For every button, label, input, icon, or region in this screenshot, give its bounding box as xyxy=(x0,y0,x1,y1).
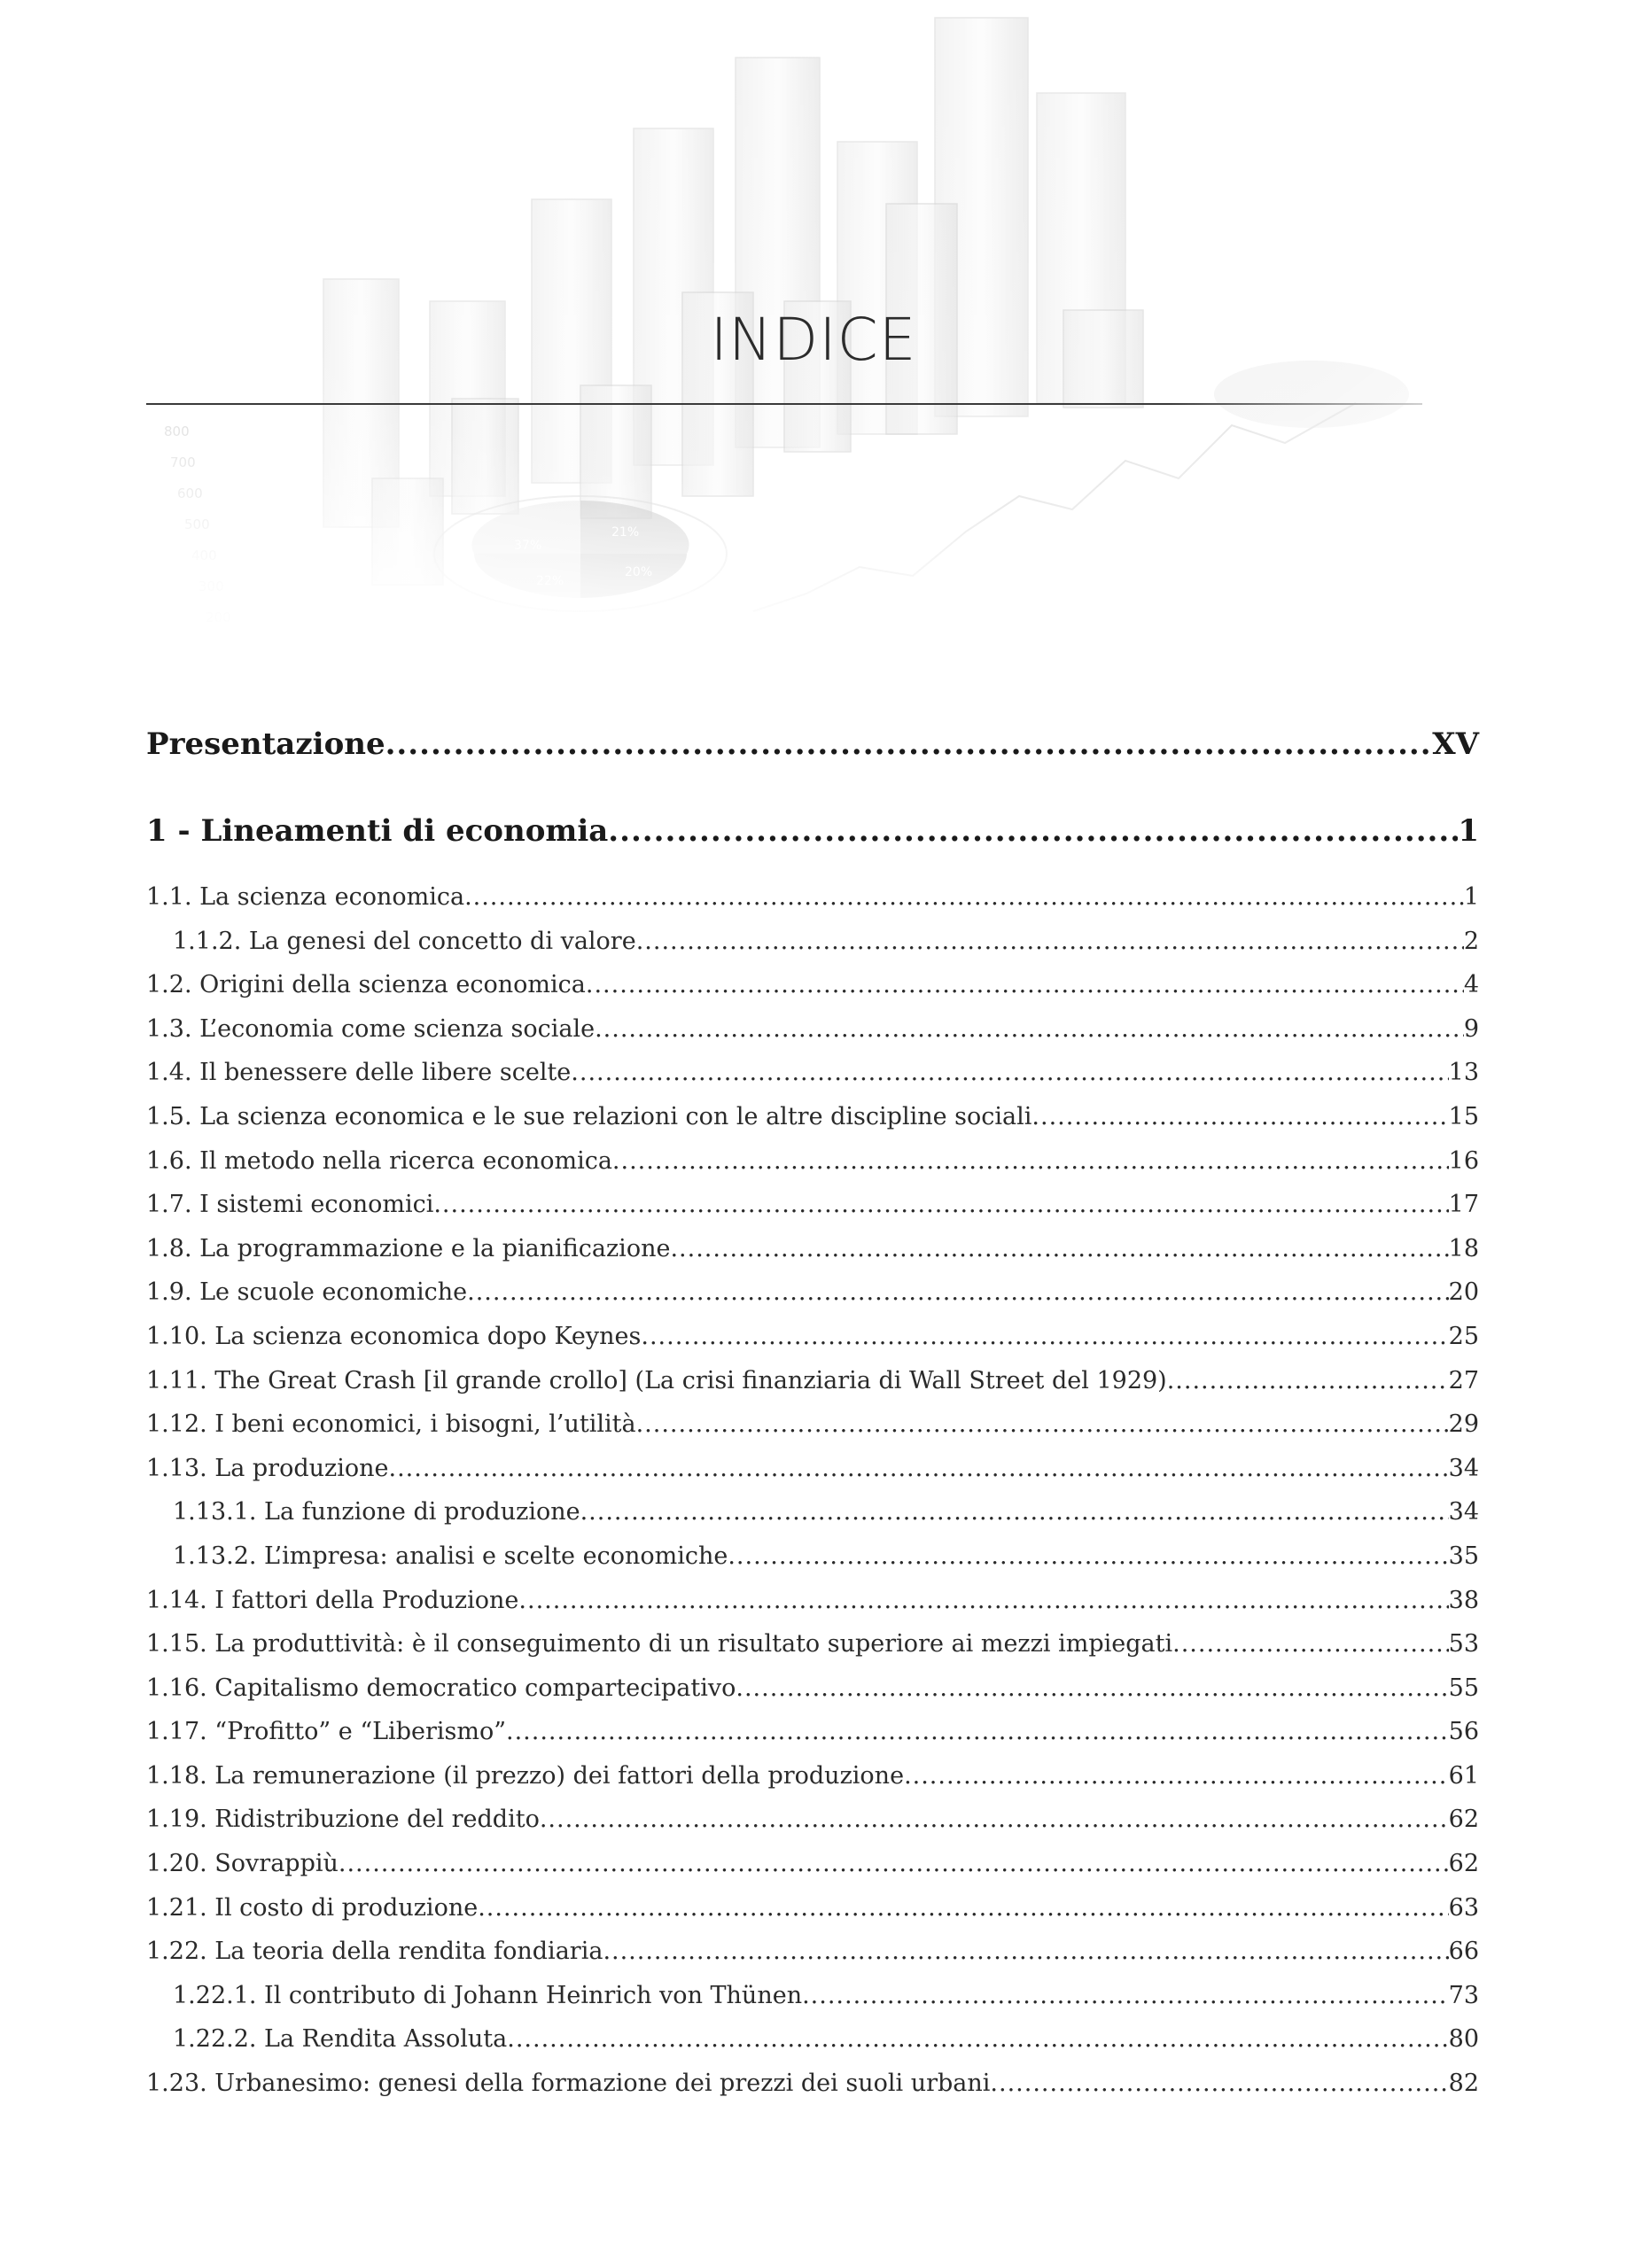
toc-entry[interactable] xyxy=(146,1754,1479,1798)
toc-dot-leader xyxy=(736,1666,1448,1711)
toc-entry[interactable] xyxy=(146,1051,1479,1095)
toc-entry[interactable] xyxy=(146,1183,1479,1227)
toc-entry-title: 1.2. Origini della scienza economica xyxy=(146,971,586,999)
toc-dot-leader xyxy=(612,1139,1449,1184)
toc-entry-page: 15 xyxy=(1448,1102,1479,1130)
toc-entry-page: 35 xyxy=(1448,1542,1479,1570)
toc-entry[interactable] xyxy=(146,1490,1479,1534)
toc-entry[interactable] xyxy=(146,1622,1479,1666)
toc-entry-title: 1.19. Ridistribuzione del reddito xyxy=(146,1806,540,1834)
toc-entry-page: 17 xyxy=(1448,1191,1479,1219)
toc-dot-leader xyxy=(728,1534,1448,1579)
toc-entry-page: 82 xyxy=(1448,2070,1479,2098)
toc-entry-page: 2 xyxy=(1463,927,1479,955)
toc-entry-page: 66 xyxy=(1448,1938,1479,1966)
toc-entry[interactable] xyxy=(146,1007,1479,1052)
toc-dot-leader xyxy=(595,1007,1464,1052)
toc-entry-title: 1.17. “Profitto” e “Liberismo” xyxy=(146,1718,507,1746)
toc-entry-title: 1.3. L’economia come scienza sociale xyxy=(146,1014,596,1043)
toc-entry[interactable] xyxy=(146,1315,1479,1359)
toc-entry-page: 56 xyxy=(1448,1718,1479,1746)
toc-entry-title: 1.14. I fattori della Produzione xyxy=(146,1586,519,1614)
toc-entry[interactable] xyxy=(146,2017,1479,2062)
toc-entry[interactable] xyxy=(146,1534,1479,1579)
toc-dot-leader xyxy=(518,1579,1448,1623)
toc-entry-title: 1.1.2. La genesi del concetto di valore xyxy=(173,927,636,955)
toc-entry-presentazione[interactable] xyxy=(146,726,1479,773)
toc-entry[interactable] xyxy=(146,1402,1479,1447)
toc-entry[interactable] xyxy=(146,1886,1479,1930)
toc-entry-page: 18 xyxy=(1448,1234,1479,1262)
toc-dot-leader xyxy=(385,726,1433,762)
toc-dot-leader xyxy=(571,1051,1448,1095)
toc-dot-leader xyxy=(636,920,1464,964)
toc-entry-title: 1.23. Urbanesimo: genesi della formazione dei prezzi dei suoli urbani xyxy=(146,2070,991,2098)
toc-entry-title: 1.8. La programmazione e la pianificazione xyxy=(146,1234,671,1262)
toc-entry-page: 29 xyxy=(1448,1410,1479,1439)
toc-dot-leader xyxy=(608,813,1458,849)
toc-dot-leader xyxy=(464,875,1464,920)
toc-entry[interactable] xyxy=(146,963,1479,1007)
toc-dot-leader xyxy=(1172,1622,1449,1666)
toc-entry-title: 1.22. La teoria della rendita fondiaria xyxy=(146,1938,603,1966)
toc-entry-title: 1.4. Il benessere delle libere scelte xyxy=(146,1059,572,1087)
toc-entry-title: 1.20. Sovrappiù xyxy=(146,1850,339,1878)
toc-entry-title: 1.21. Il costo di produzione xyxy=(146,1893,479,1922)
table-of-contents xyxy=(146,726,1479,2106)
toc-entry-chapter-1[interactable] xyxy=(146,813,1479,859)
toc-dot-leader xyxy=(339,1842,1449,1886)
toc-entry-page: 25 xyxy=(1448,1322,1479,1350)
toc-entry-page: 38 xyxy=(1448,1586,1479,1614)
toc-entry[interactable] xyxy=(146,1095,1479,1139)
toc-entry-title: 1.22.2. La Rendita Assoluta xyxy=(173,2025,508,2054)
toc-entry-title: 1.9. Le scuole economiche xyxy=(146,1278,468,1307)
toc-entry-title: 1.5. La scienza economica e le sue relazioni con le altre discipline sociali xyxy=(146,1102,1032,1130)
toc-entry[interactable] xyxy=(146,1227,1479,1271)
toc-entry-page: 34 xyxy=(1448,1498,1479,1526)
toc-dot-leader xyxy=(603,1930,1448,1974)
toc-entry-page: 62 xyxy=(1448,1806,1479,1834)
title-divider xyxy=(146,403,1422,405)
toc-entry-page: 1 xyxy=(1463,883,1479,911)
toc-entry-page: XV xyxy=(1432,726,1479,762)
toc-entry[interactable] xyxy=(146,1270,1479,1315)
toc-entry[interactable] xyxy=(146,1842,1479,1886)
toc-entry[interactable] xyxy=(146,875,1479,920)
page-title: INDICE xyxy=(710,306,917,374)
toc-entry[interactable] xyxy=(146,2062,1479,2106)
toc-entry-title: 1.18. La remunerazione (il prezzo) dei fattori della produzione xyxy=(146,1761,905,1790)
toc-entry[interactable] xyxy=(146,1447,1479,1491)
toc-entry[interactable] xyxy=(146,1710,1479,1754)
toc-entry-title: 1.22.1. Il contributo di Johann Heinrich von Thünen xyxy=(173,1981,803,2009)
toc-entry[interactable] xyxy=(146,1930,1479,1974)
toc-dot-leader xyxy=(1167,1359,1449,1403)
toc-entry-title: 1.10. La scienza economica dopo Keynes xyxy=(146,1322,642,1350)
toc-entry[interactable] xyxy=(146,1798,1479,1842)
toc-dot-leader xyxy=(636,1402,1449,1447)
toc-entry-title: 1.1. La scienza economica xyxy=(146,883,465,911)
toc-entry-title: 1.11. The Great Crash [il grande crollo] (La crisi finanziaria di Wall Street del 1929) xyxy=(146,1366,1167,1394)
toc-entry-title: 1.13.1. La funzione di produzione xyxy=(173,1498,580,1526)
toc-dot-leader xyxy=(586,963,1464,1007)
toc-entry[interactable] xyxy=(146,920,1479,964)
toc-entry-title: 1.7. I sistemi economici xyxy=(146,1191,434,1219)
toc-dot-leader xyxy=(802,1974,1449,2018)
toc-entry-page: 16 xyxy=(1448,1146,1479,1175)
toc-entry-title: Presentazione xyxy=(146,726,385,762)
toc-entry-page: 1 xyxy=(1458,813,1479,849)
toc-entry-page: 4 xyxy=(1463,971,1479,999)
toc-entry-title: 1.6. Il metodo nella ricerca economica xyxy=(146,1146,612,1175)
toc-entry-page: 63 xyxy=(1448,1893,1479,1922)
toc-entry-page: 55 xyxy=(1448,1674,1479,1702)
toc-dot-leader xyxy=(507,2017,1448,2062)
toc-entry-page: 27 xyxy=(1448,1366,1479,1394)
toc-entry-page: 34 xyxy=(1448,1454,1479,1482)
toc-entry[interactable] xyxy=(146,1359,1479,1403)
toc-entry-page: 20 xyxy=(1448,1278,1479,1307)
toc-dot-leader xyxy=(433,1183,1448,1227)
toc-dot-leader xyxy=(904,1754,1449,1798)
toc-dot-leader xyxy=(389,1447,1449,1491)
toc-entry-title: 1.13. La produzione xyxy=(146,1454,389,1482)
toc-dot-leader xyxy=(1031,1095,1448,1139)
toc-entry-title: 1.16. Capitalismo democratico compartecipativo xyxy=(146,1674,736,1702)
toc-dot-leader xyxy=(990,2062,1448,2106)
toc-entry[interactable] xyxy=(146,1666,1479,1711)
toc-entry[interactable] xyxy=(146,1974,1479,2018)
toc-entry-page: 62 xyxy=(1448,1850,1479,1878)
toc-dot-leader xyxy=(478,1886,1448,1930)
toc-entry-page: 80 xyxy=(1448,2025,1479,2054)
toc-entry-page: 73 xyxy=(1448,1981,1479,2009)
toc-entry-page: 61 xyxy=(1448,1761,1479,1790)
toc-entry[interactable] xyxy=(146,1579,1479,1623)
toc-dot-leader xyxy=(670,1227,1448,1271)
toc-entry-page: 13 xyxy=(1448,1059,1479,1087)
toc-dot-leader xyxy=(580,1490,1449,1534)
toc-entry-page: 9 xyxy=(1463,1014,1479,1043)
toc-entry-title: 1.12. I beni economici, i bisogni, l’utilità xyxy=(146,1410,636,1439)
toc-entry-title: 1.13.2. L’impresa: analisi e scelte economiche xyxy=(173,1542,728,1570)
toc-entry-title: 1 - Lineamenti di economia xyxy=(146,813,609,849)
toc-dot-leader xyxy=(467,1270,1449,1315)
toc-entry[interactable] xyxy=(146,1139,1479,1184)
toc-dot-leader xyxy=(506,1710,1449,1754)
toc-dot-leader xyxy=(540,1798,1449,1842)
toc-dot-leader xyxy=(641,1315,1448,1359)
toc-entry-title: 1.15. La produttività: è il conseguimento di un risultato superiore ai mezzi impiegati xyxy=(146,1630,1173,1658)
toc-entry-page: 53 xyxy=(1448,1630,1479,1658)
